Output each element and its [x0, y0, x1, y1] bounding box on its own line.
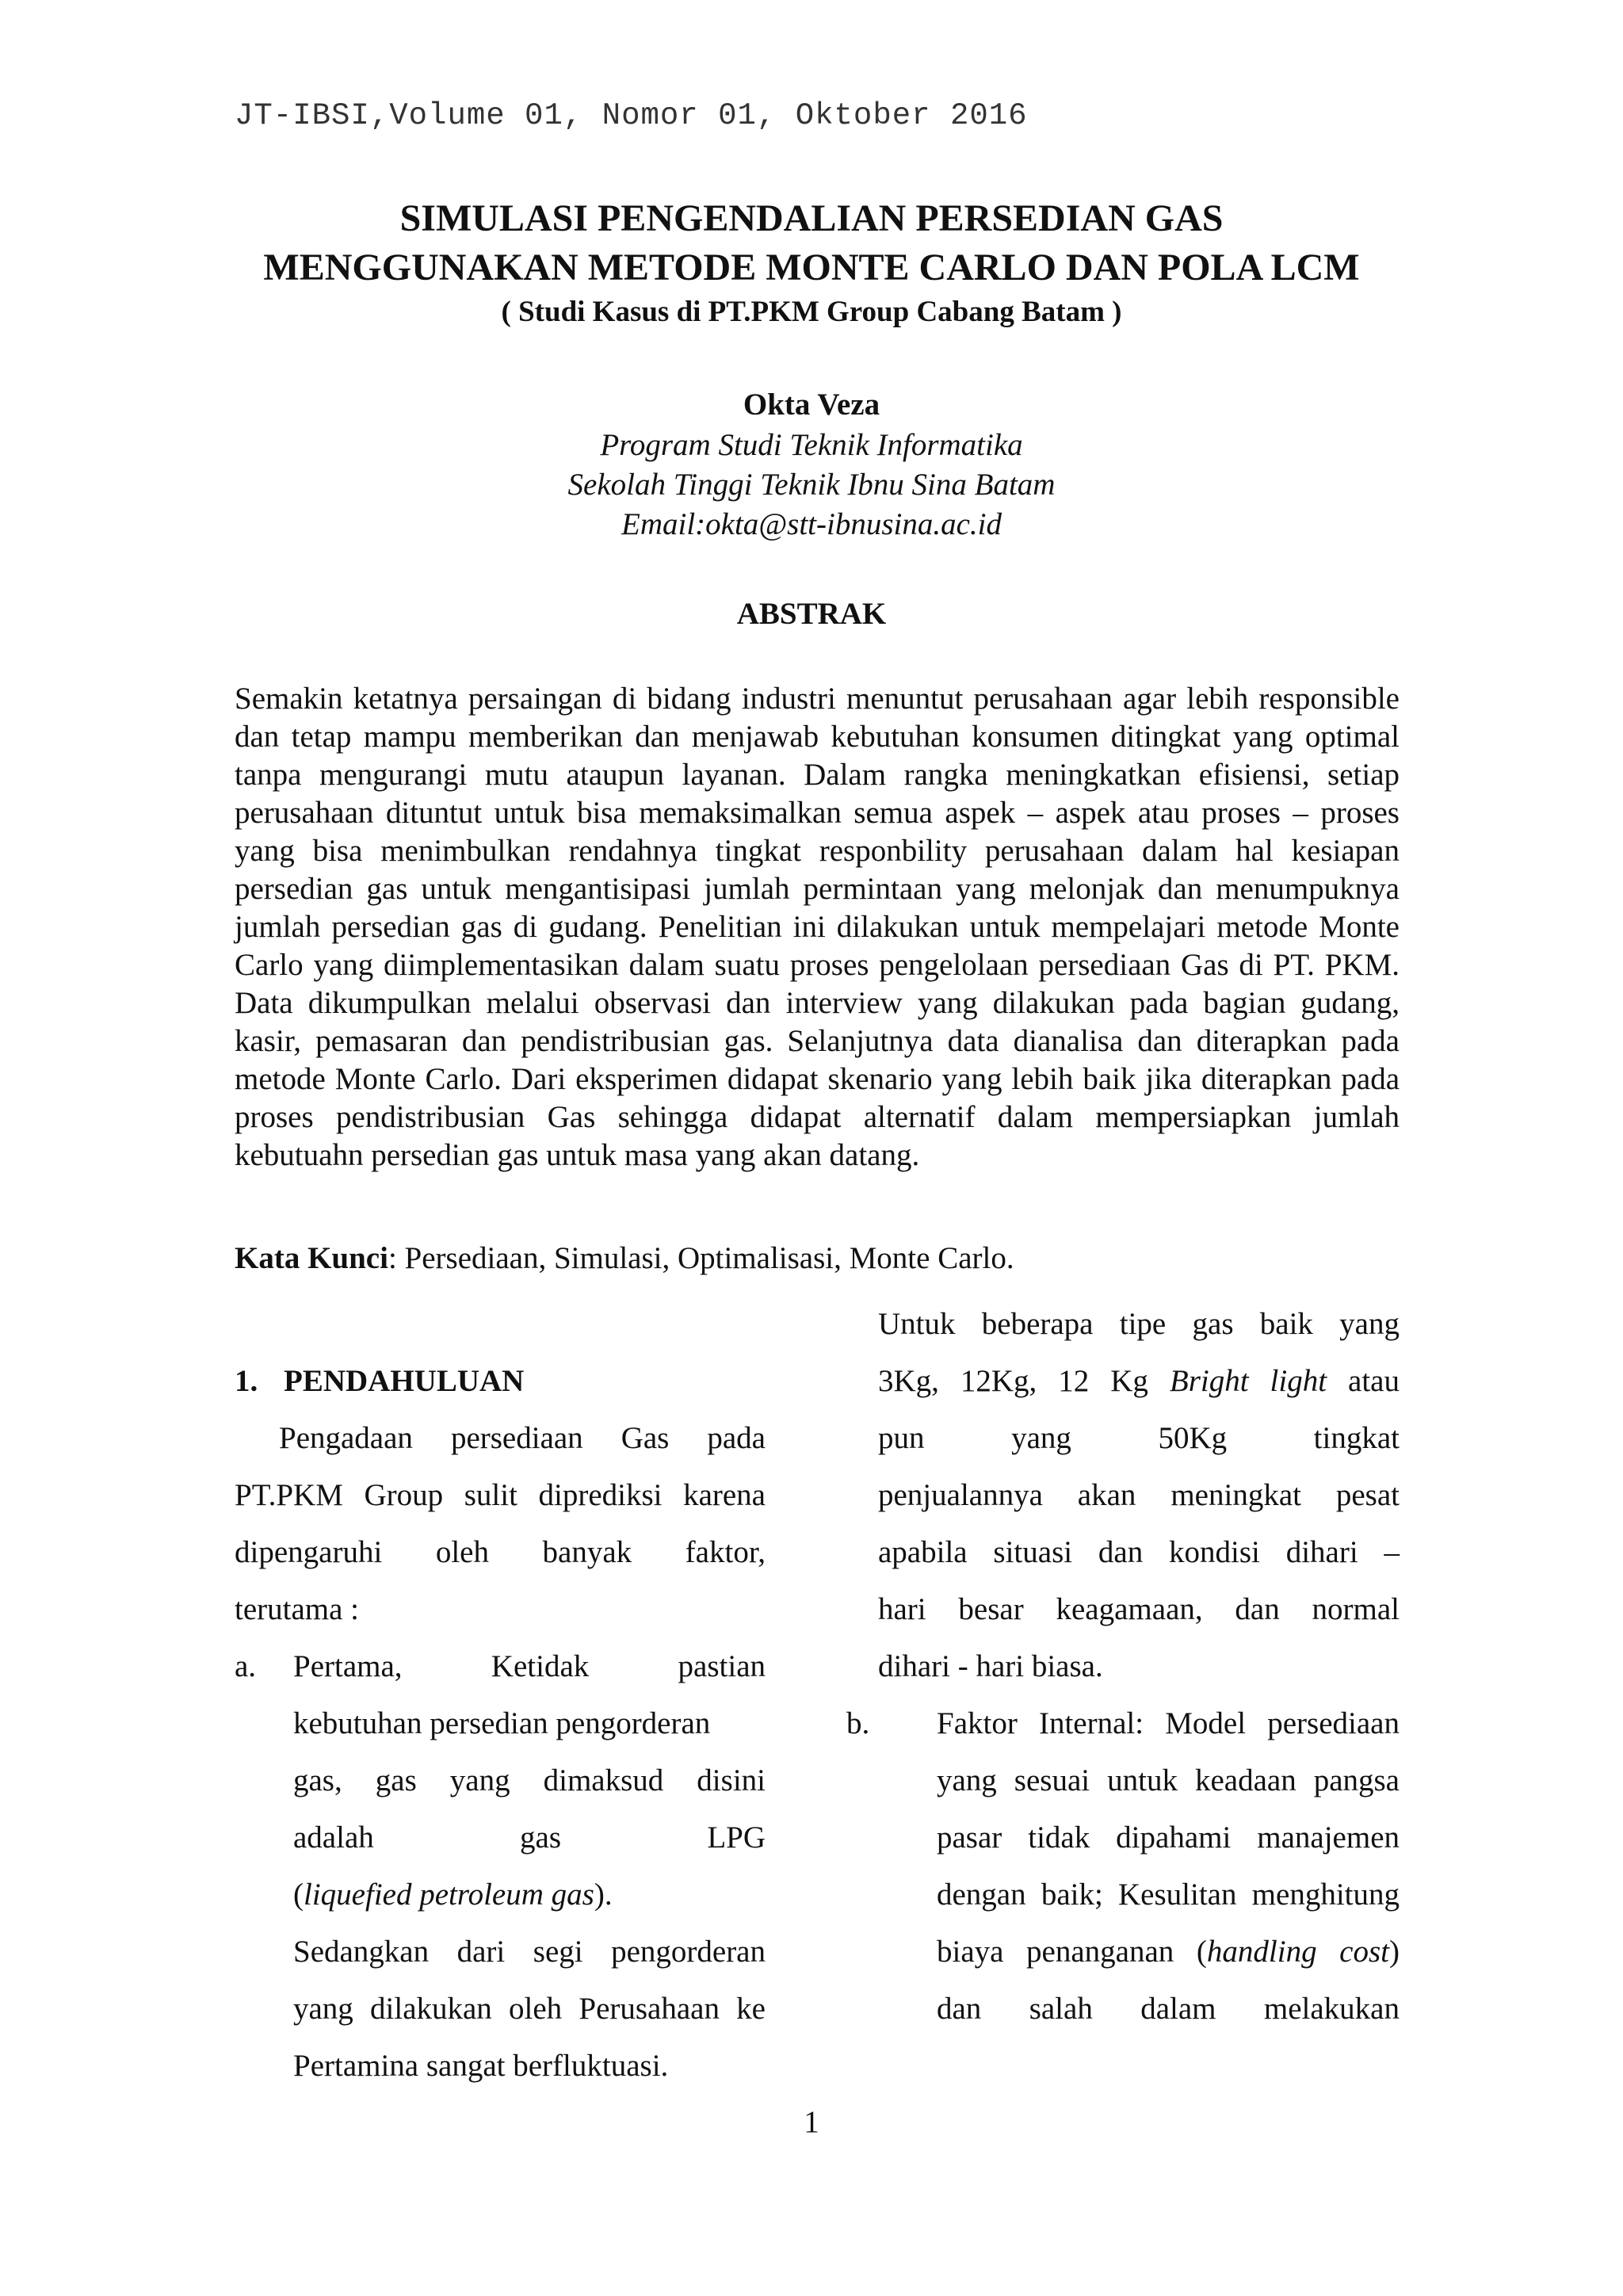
section-number: 1.: [235, 1364, 258, 1398]
right-line: hari besar keagamaan, dan normal: [878, 1592, 1400, 1626]
right-line: pun yang 50Kg tingkat: [878, 1421, 1400, 1455]
right-column: [846, 1296, 1400, 2038]
keywords-text: : Persediaan, Simulasi, Optimalisasi, Monte Carlo.: [388, 1241, 1014, 1275]
item-b-line: yang sesuai untuk keadaan pangsa: [937, 1763, 1400, 1797]
list-marker-b: b.: [846, 1706, 870, 1740]
gas-types-post: atau: [1327, 1364, 1400, 1398]
intro-line: terutama :: [235, 1592, 360, 1626]
handling-post: ): [1389, 1935, 1400, 1969]
intro-line: PT.PKM Group sulit diprediksi karena: [235, 1478, 766, 1512]
paren-open: (: [293, 1878, 304, 1912]
gas-types-pre: 3Kg, 12Kg, 12 Kg: [878, 1364, 1170, 1398]
item-a-line: yang dilakukan oleh Perusahaan ke: [293, 1992, 766, 2026]
item-a-line: Pertamina sangat berfluktuasi.: [293, 2049, 669, 2083]
item-b-handling-cost-line: [937, 1924, 1400, 1981]
bright-light-term: Bright light: [1169, 1364, 1327, 1398]
abstract-body: Semakin ketatnya persaingan di bidang industri menuntut perusahaan agar lebih responsible dan tetap mampu memberikan dan menjawab kebutuhan konsumen ditingkat yang optimal tanpa mengurangi mutu ataupun layanan. Dalam rangka meningkatkan efisiensi, setiap perusahaan dituntut untuk bisa memaksimalkan semua aspek – aspek atau proses – proses yang bisa menimbulkan rendahnya tingkat responbility perusahaan dalam hal kesiapan persedian gas untuk mengantisipasi jumlah permintaan yang melonjak dan menumpuknya jumlah persedian gas di gudang. Penelitian ini dilakukan untuk mempelajari metode Monte Carlo yang diimplementasikan dalam suatu proses pengelolaan persediaan Gas di PT. PKM. Data dikumpulkan melalui observasi dan interview yang dilakukan pada bagian gudang, kasir, pemasaran dan pendistribusian gas. Selanjutnya data dianalisa dan diterapkan pada metode Monte Carlo. Dari eksperimen didapat skenario yang lebih baik jika diterapkan pada proses pendistribusian Gas sehingga didapat alternatif dalam mempersiapkan jumlah kebutuahn persedian gas untuk masa yang akan datang.: [235, 682, 1400, 1172]
author-email: Email:okta@stt-ibnusina.ac.id: [621, 507, 1002, 541]
right-line: apabila situasi dan kondisi dihari –: [878, 1535, 1400, 1569]
handling-cost-term: handling cost: [1206, 1935, 1390, 1969]
right-line: dihari - hari biasa.: [878, 1649, 1103, 1683]
item-a-line: gas, gas yang dimaksud disini: [293, 1763, 766, 1797]
author-name: Okta Veza: [743, 388, 880, 422]
paper-title-line-1: SIMULASI PENGENDALIAN PERSEDIAN GAS: [399, 197, 1224, 239]
paper-title-line-2: MENGGUNAKAN METODE MONTE CARLO DAN POLA LCM: [263, 246, 1360, 288]
list-item-a: [235, 1638, 766, 2095]
author-institution: Sekolah Tinggi Teknik Ibnu Sina Batam: [567, 468, 1056, 502]
item-b-line: dan salah dalam melakukan: [937, 1992, 1400, 2026]
item-a-line: adalah gas LPG: [293, 1820, 766, 1855]
author-program: Program Studi Teknik Informatika: [600, 428, 1023, 462]
item-b-line: pasar tidak dipahami manajemen: [937, 1820, 1400, 1855]
author-block: [0, 384, 1623, 544]
list-marker-a: a.: [235, 1649, 257, 1683]
left-column: [235, 1353, 766, 2095]
keywords-label: Kata Kunci: [235, 1241, 388, 1275]
page-number: 1: [804, 2105, 819, 2139]
item-b-line: Faktor Internal: Model persediaan: [937, 1706, 1400, 1740]
abstract-heading: ABSTRAK: [736, 597, 887, 631]
item-a-term-line: [293, 1866, 766, 1924]
item-a-line: Pertama, Ketidak pastian: [293, 1649, 766, 1683]
list-item-b: [846, 1695, 1400, 2038]
keywords: [235, 1240, 1400, 1278]
item-a-line: Sedangkan dari segi pengorderan: [293, 1935, 766, 1969]
intro-line: dipengaruhi oleh banyak faktor,: [235, 1535, 766, 1569]
paren-close: ).: [594, 1878, 613, 1912]
italic-term: liquefied petroleum gas: [304, 1878, 594, 1912]
item-a-line: kebutuhan persedian pengorderan: [293, 1706, 711, 1740]
right-line: penjualannya akan meningkat pesat: [878, 1478, 1400, 1512]
paper-subtitle: ( Studi Kasus di PT.PKM Group Cabang Batam ): [501, 296, 1122, 328]
section-heading: [235, 1353, 766, 1410]
title-block: [0, 194, 1623, 332]
right-line: Untuk beberapa tipe gas baik yang: [878, 1307, 1400, 1341]
item-b-line: dengan baik; Kesulitan menghitung: [937, 1878, 1400, 1912]
intro-line: Pengadaan persediaan Gas pada: [279, 1421, 766, 1455]
journal-header: JT-IBSI,Volume 01, Nomor 01, Oktober 2016: [235, 98, 1028, 133]
section-title: PENDAHULUAN: [284, 1364, 525, 1398]
handling-pre: biaya penanganan (: [937, 1935, 1207, 1969]
right-line-gas-types: [878, 1353, 1400, 1410]
